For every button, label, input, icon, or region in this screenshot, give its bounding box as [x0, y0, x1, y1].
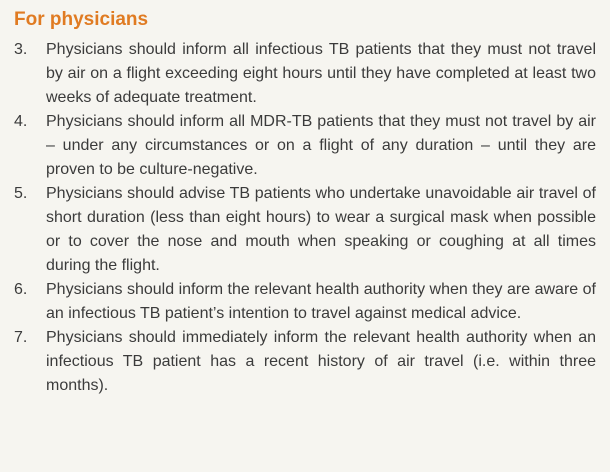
section-heading: For physicians [14, 9, 149, 30]
recommendation-item-6 [14, 278, 596, 326]
recommendation-text: Physicians should inform all infectious TB patients that they must not travel by air on a flight exceeding eight hours until they have completed at least two weeks of adequate treatment. [46, 41, 596, 106]
recommendation-number: 5. [14, 185, 28, 202]
recommendation-text: Physicians should inform all MDR-TB patients that they must not travel by air – under any circumstances or on a flight of any duration – until they are proven to be culture-negative. [46, 113, 596, 178]
recommendation-text: Physicians should inform the relevant health authority when they are aware of an infectious TB patient’s intention to travel against medical advice. [46, 281, 596, 322]
recommendation-item-4 [14, 110, 596, 182]
recommendation-item-7 [14, 326, 596, 398]
recommendation-list [14, 38, 596, 398]
recommendation-text: Physicians should immediately inform the relevant health authority when an infectious TB patient has a recent history of air travel (i.e. within three months). [46, 329, 596, 394]
recommendation-number: 4. [14, 113, 28, 130]
recommendation-text: Physicians should advise TB patients who undertake unavoidable air travel of short duration (less than eight hours) to wear a surgical mask when possible or to cover the nose and mouth when speaking or coughing at all times during the flight. [46, 185, 596, 274]
recommendation-number: 7. [14, 329, 28, 346]
recommendation-number: 3. [14, 41, 28, 58]
recommendation-number: 6. [14, 281, 28, 298]
recommendation-item-3 [14, 38, 596, 110]
recommendation-item-5 [14, 182, 596, 278]
